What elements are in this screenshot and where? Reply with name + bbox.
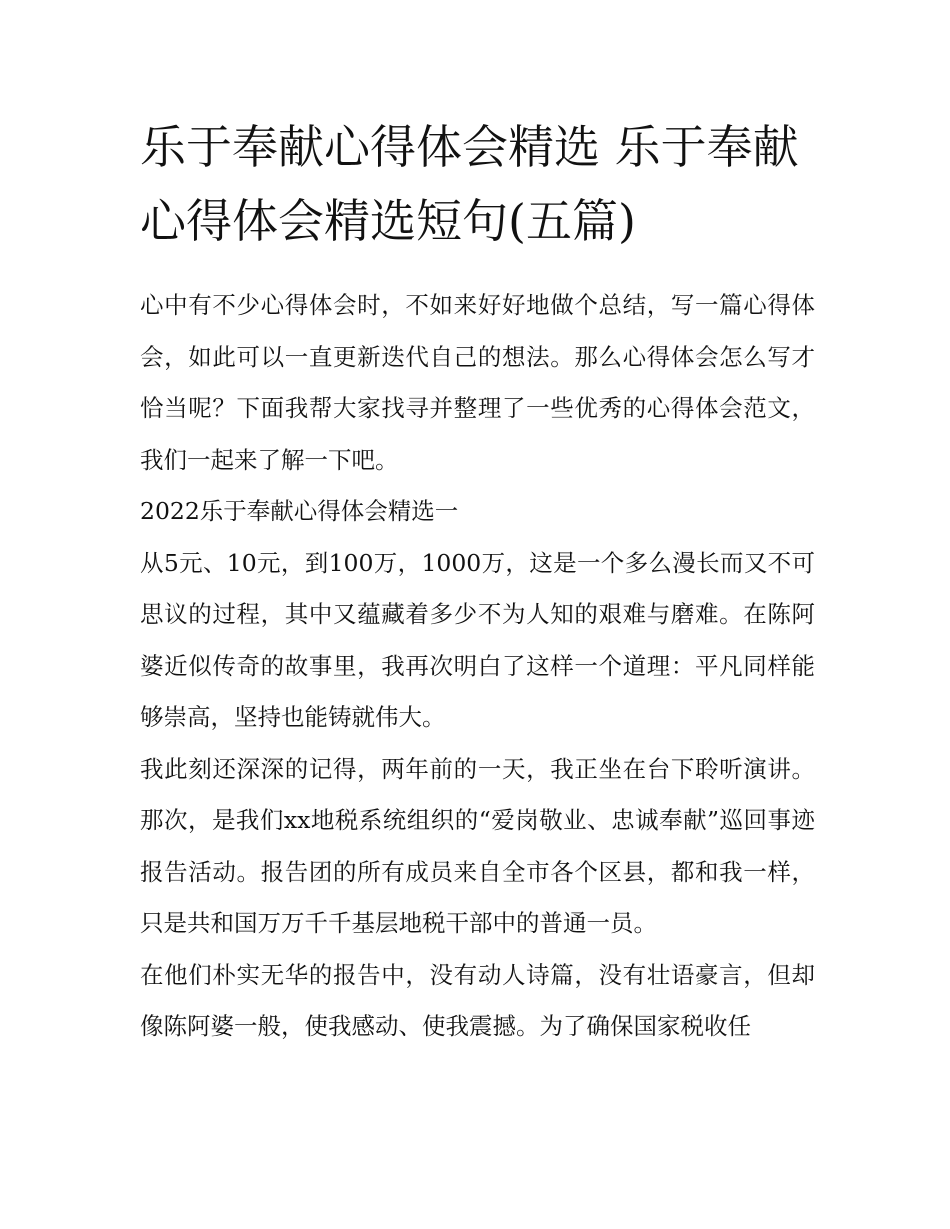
document-title: 乐于奉献心得体会精选 乐于奉献心得体会精选短句(五篇) <box>140 120 799 248</box>
body-paragraph-1: 从5元、10元，到100万，1000万，这是一个多么漫长而又不可思议的过程，其中又蕴藏着多少不为人知的艰难与磨难。在陈阿婆近似传奇的故事里，我再次明白了这样一个道理：平凡同样能够崇高，坚持也能铸就伟大。 <box>140 548 815 731</box>
body-paragraph-3: 在他们朴实无华的报告中，没有动人诗篇，没有壮语豪言，但却像陈阿婆一般，使我感动、使我震撼。为了确保国家税收任 <box>140 960 815 1040</box>
document-body <box>140 110 815 1053</box>
body-paragraph-2: 我此刻还深深的记得，两年前的一天，我正坐在台下聆听演讲。那次，是我们xx地税系统组织的“爱岗敬业、忠诚奉献”巡回事迹报告活动。报告团的所有成员来自全市各个区县，都和我一样，只是共和国万万千千基层地税干部中的普通一员。 <box>140 754 815 937</box>
intro-paragraph: 心中有不少心得体会时，不如来好好地做个总结，写一篇心得体会，如此可以一直更新迭代自己的想法。那么心得体会怎么写才恰当呢？下面我帮大家找寻并整理了一些优秀的心得体会范文，我们一起来了解一下吧。 <box>140 291 815 474</box>
section-heading: 2022乐于奉献心得体会精选一 <box>140 497 459 525</box>
